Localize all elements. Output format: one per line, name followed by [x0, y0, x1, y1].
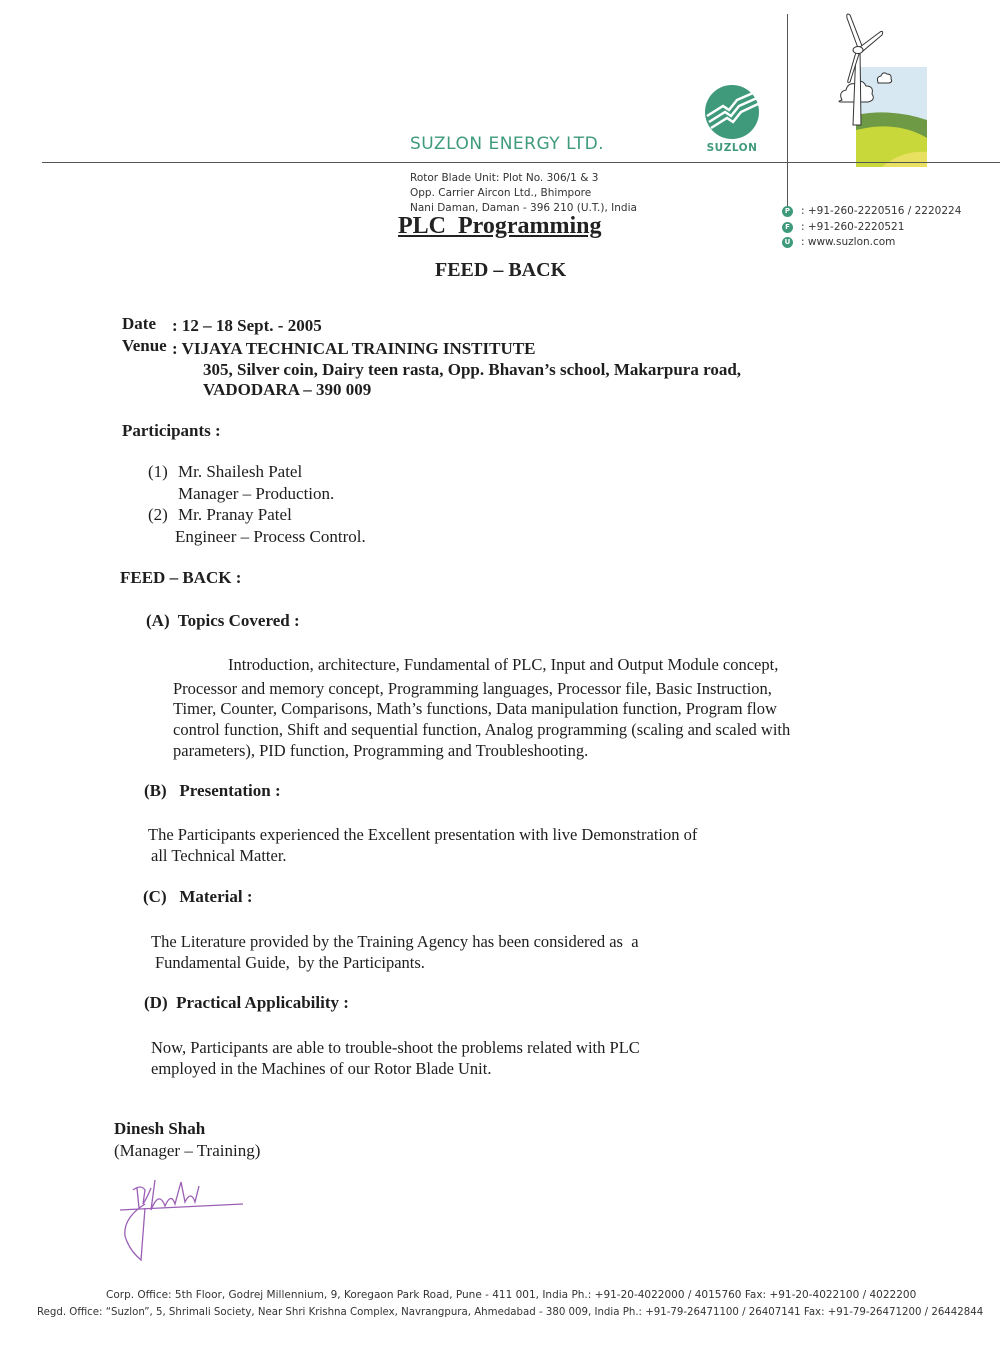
suzlon-logo-emblem-icon	[699, 84, 765, 142]
section-text-line: Fundamental Guide, by the Participants.	[155, 953, 425, 972]
section-text-line: Processor and memory concept, Programming languages, Processor file, Basic Instruction,	[173, 679, 772, 698]
date-label: Date	[122, 314, 156, 333]
fax-number: : +91-260-2220521	[801, 220, 905, 233]
contact-phone	[782, 204, 961, 220]
footer-corp-office: Corp. Office: 5th Floor, Godrej Millennium, 9, Koregaon Park Road, Pune - 411 001, India Ph.: +91-20-4022000 / 4015760 Fax: +91-20-4022100 / 4022200	[106, 1289, 917, 1301]
section-text-line: all Technical Matter.	[151, 846, 287, 865]
section-text-line: The Participants experienced the Excellent presentation with live Demonstration of	[148, 825, 698, 844]
fax-icon: F	[782, 222, 793, 233]
participant-role: Engineer – Process Control.	[175, 527, 366, 546]
phone-number: : +91-260-2220516 / 2220224	[801, 205, 962, 217]
handwritten-signature	[115, 1168, 255, 1263]
letterhead-vertical-divider	[787, 14, 788, 214]
section-text-line: control function, Shift and sequential function, Analog programming (scaling and scaled with	[173, 720, 791, 739]
section-text-line: The Literature provided by the Training Agency has been considered as a	[151, 932, 639, 951]
phone-icon: P	[782, 206, 793, 217]
section-heading-material: (C) Material :	[143, 887, 253, 906]
suzlon-logo	[699, 84, 765, 156]
participant-role: Manager – Production.	[178, 484, 335, 503]
signatory-title: (Manager – Training)	[114, 1141, 261, 1160]
website-link[interactable]: : www.suzlon.com	[801, 236, 896, 248]
feedback-heading: FEED – BACK :	[120, 568, 242, 587]
contact-url	[782, 235, 961, 251]
contact-info	[782, 204, 961, 251]
participant-name: Mr. Pranay Patel	[178, 505, 292, 524]
section-text-line: Timer, Counter, Comparisons, Math’s functions, Data manipulation function, Program flow	[173, 699, 777, 718]
section-heading-presentation: (B) Presentation :	[144, 781, 281, 800]
letterhead-divider	[42, 162, 1000, 163]
section-text-line: Now, Participants are able to trouble-shoot the problems related with PLC	[151, 1038, 640, 1057]
address-line: Rotor Blade Unit: Plot No. 306/1 & 3	[410, 172, 599, 184]
participant-number: (2)	[148, 505, 168, 524]
venue-address: 305, Silver coin, Dairy teen rasta, Opp. Bhavan’s school, Makarpura road,	[203, 360, 742, 379]
wind-turbine-illustration	[822, 0, 1000, 170]
section-text-line: parameters), PID function, Programming and Troubleshooting.	[173, 741, 589, 760]
logo-wordmark: SUZLON	[706, 142, 758, 154]
date-value: : 12 – 18 Sept. - 2005	[172, 316, 322, 335]
url-icon: U	[782, 237, 793, 248]
contact-fax	[782, 220, 961, 236]
signatory-name: Dinesh Shah	[114, 1119, 206, 1138]
document-subtitle: FEED – BACK	[435, 259, 567, 281]
section-text-line: employed in the Machines of our Rotor Blade Unit.	[151, 1059, 492, 1078]
company-name: SUZLON ENERGY LTD.	[410, 134, 605, 154]
participant-number: (1)	[148, 462, 168, 481]
document-title: PLC Programming	[398, 213, 602, 239]
participants-heading: Participants :	[122, 421, 221, 440]
address-line: Opp. Carrier Aircon Ltd., Bhimpore	[410, 187, 592, 199]
unit-address	[410, 171, 637, 216]
footer-regd-office: Regd. Office: “Suzlon”, 5, Shrimali Society, Near Shri Krishna Complex, Navrangpura, Ahmedabad - 380 009, India Ph.: +91-79-26471100 / 26407141 Fax: +91-79-26471200 / 26442844	[37, 1307, 984, 1318]
participant-name: Mr. Shailesh Patel	[178, 462, 303, 481]
venue-name: : VIJAYA TECHNICAL TRAINING INSTITUTE	[172, 339, 536, 358]
section-text-line: Introduction, architecture, Fundamental of PLC, Input and Output Module concept,	[228, 655, 779, 674]
section-heading-topics: (A) Topics Covered :	[146, 611, 300, 630]
address-line: Nani Daman, Daman - 396 210 (U.T.), India	[410, 202, 637, 214]
section-heading-practical: (D) Practical Applicability :	[144, 993, 349, 1012]
venue-city: VADODARA – 390 009	[203, 380, 372, 399]
venue-label: Venue	[122, 336, 167, 355]
